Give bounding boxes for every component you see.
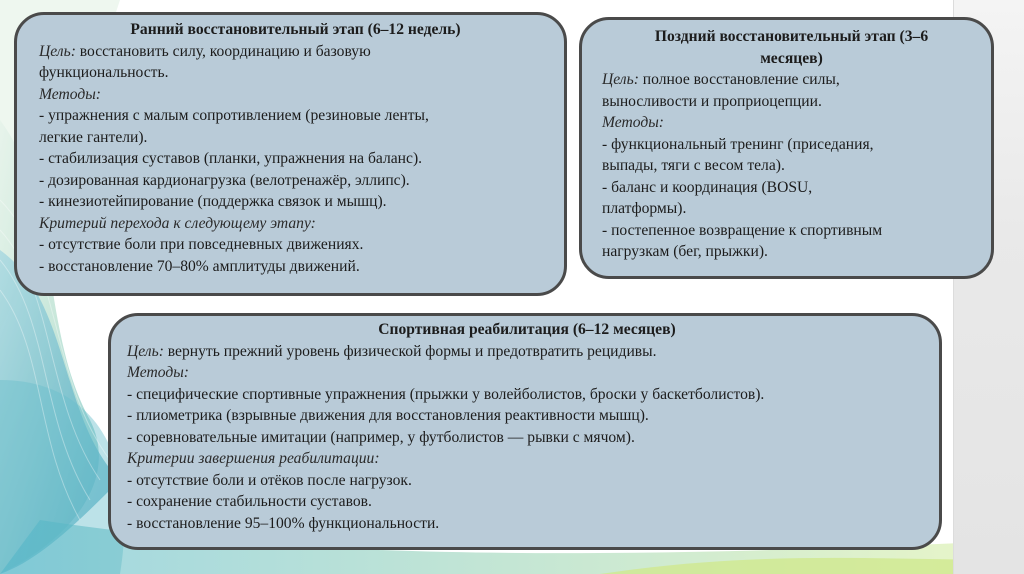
- early-stage-card: [14, 12, 567, 296]
- late-goal-label: Цель:: [602, 71, 639, 88]
- sport-criteria-item: - отсутствие боли и отёков после нагрузок.: [127, 471, 412, 489]
- early-method-item: - стабилизация суставов (планки, упражнения на баланс).: [39, 150, 423, 167]
- late-method-item: нагрузкам (бег, прыжки).: [602, 243, 768, 260]
- late-method-item: платформы).: [602, 200, 687, 217]
- late-stage-card: [579, 17, 994, 279]
- early-method-item: - кинезиотейпирование (поддержка связок и мышц).: [39, 193, 387, 210]
- early-method-item: - дозированная кардионагрузка (велотренажёр, эллипс).: [39, 171, 410, 189]
- early-stage-title: Ранний восстановительный этап (6–12 недель): [130, 21, 461, 38]
- late-stage-title-line-1: Поздний восстановительный этап (3–6: [654, 28, 929, 45]
- sport-goal-text: вернуть прежний уровень физической формы и предотвратить рецидивы.: [163, 342, 657, 360]
- early-criteria-item: - отсутствие боли при повседневных движениях.: [39, 236, 364, 253]
- late-methods-label: Методы:: [602, 114, 664, 131]
- sport-methods-label: Методы:: [127, 364, 189, 381]
- early-goal-text-1: восстановить силу, координацию и базовую: [75, 42, 371, 60]
- early-methods-label: Методы:: [39, 85, 101, 103]
- late-goal: [602, 69, 981, 91]
- late-goal-text-2: выносливости и проприоцепции.: [602, 92, 822, 110]
- sport-method-item: - плиометрика (взрывные движения для восстановления реактивности мышц).: [127, 407, 649, 424]
- late-method-item: - баланс и координация (BOSU,: [602, 178, 813, 196]
- early-goal: [39, 41, 552, 63]
- sport-rehab-card: [108, 313, 942, 550]
- sport-method-item: - специфические спортивные упражнения (прыжки у волейболистов, броски у баскетболистов).: [127, 385, 765, 403]
- early-goal-text-2: функциональность.: [39, 64, 169, 81]
- sport-goal: [127, 341, 927, 363]
- sport-criteria-item: - сохранение стабильности суставов.: [127, 493, 372, 510]
- sport-method-item: - соревновательные имитации (например, у футболистов — рывки с мячом).: [127, 428, 635, 446]
- late-method-item: - функциональный тренинг (приседания,: [602, 135, 874, 153]
- early-criteria-item: - восстановление 70–80% амплитуды движений.: [39, 257, 360, 275]
- early-method-item: легкие гантели).: [39, 128, 148, 146]
- late-method-item: выпады, тяги с весом тела).: [602, 157, 785, 174]
- late-stage-title-line-2: месяцев): [760, 49, 823, 67]
- early-goal-label: Цель:: [39, 42, 76, 60]
- sport-criteria-item: - восстановление 95–100% функциональности.: [127, 514, 440, 532]
- sport-rehab-title: Спортивная реабилитация (6–12 месяцев): [378, 321, 676, 338]
- late-method-item: - постепенное возвращение к спортивным: [602, 221, 883, 239]
- sport-criteria-label: Критерии завершения реабилитации:: [127, 450, 380, 467]
- sport-goal-label: Цель:: [127, 342, 164, 360]
- late-goal-text-1: полное восстановление силы,: [638, 71, 840, 88]
- early-method-item: - упражнения с малым сопротивлением (резиновые ленты,: [39, 107, 429, 124]
- early-criteria-label: Критерий перехода к следующему этапу:: [39, 214, 316, 232]
